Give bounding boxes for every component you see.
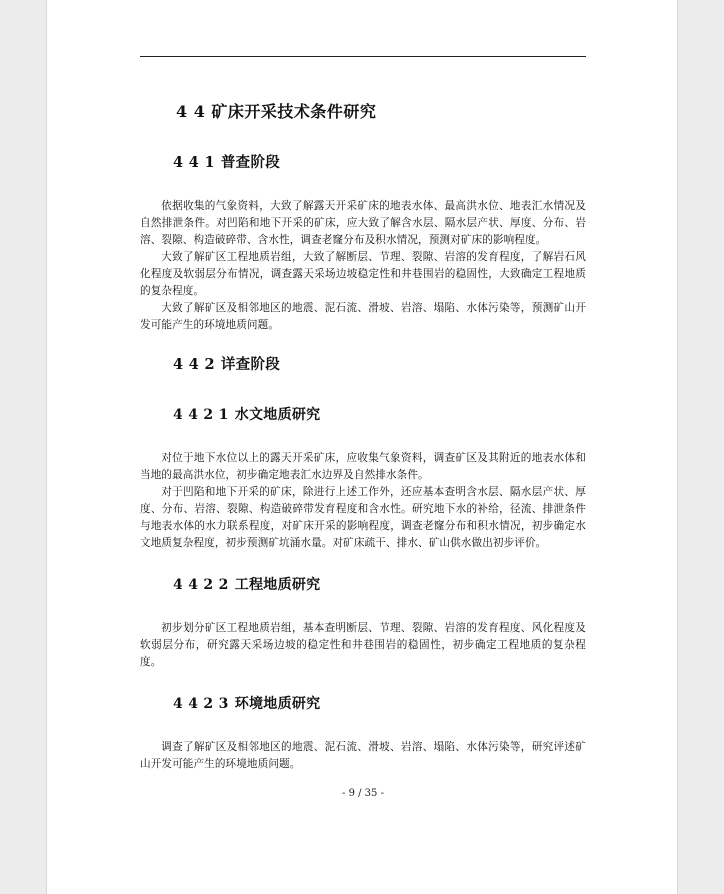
section-number: 4 4 2 1 xyxy=(173,407,229,423)
paragraph: 对位于地下水位以上的露天开采矿床，应收集气象资料，调查矿区及其附近的地表水体和当地的最高洪水位，初步确定地表汇水边界及自然排水条件。 xyxy=(140,452,586,481)
section-number: 4 4 2 xyxy=(173,356,215,373)
section-number: 4 4 2 2 xyxy=(173,577,229,593)
paragraph: 对于凹陷和地下开采的矿床，除进行上述工作外，还应基本查明含水层、隔水层产状、厚度、分布、岩溶、裂隙、构造破碎带发育程度和含水性。研究地下水的补给，径流、排泄条件与地表水体的水力联系程度，对矿床开采的影响程度，调查老窿分布和积水情况，初步确定水文地质复杂程度，初步预测矿坑涌水量。对矿床疏干、排水、矿山供水做出初步评价。 xyxy=(140,486,586,549)
section-heading-4-4-2-3 xyxy=(173,689,586,719)
section-heading-4-4-2-2 xyxy=(173,570,586,600)
paragraph: 依据收集的气象资料，大致了解露天开采矿床的地表水体、最高洪水位、地表汇水情况及自然排泄条件。对凹陷和地下开采的矿床，应大致了解含水层、隔水层产状、厚度、分布、岩溶、裂隙、构造破碎带、含水性，调查老窿分布及积水情况，预测对矿床的影响程度。 xyxy=(140,200,586,246)
section-title: 普查阶段 xyxy=(220,154,281,171)
section-title: 详查阶段 xyxy=(220,356,281,373)
header-rule xyxy=(140,56,586,57)
section-heading-4-4-2 xyxy=(173,350,586,380)
paragraph: 大致了解矿区工程地质岩组，大致了解断层、节理、裂隙、岩溶的发育程度，了解岩石风化程度及软弱层分布情况，调查露天采场边坡稳定性和井巷围岩的稳固性，大致确定工程地质的复杂程度。 xyxy=(140,251,586,297)
section-heading-4-4 xyxy=(176,96,586,128)
section-number: 4 4 xyxy=(176,102,206,121)
paragraph: 调查了解矿区及相邻地区的地震、泥石流、滑坡、岩溶、塌陷、水体污染等，研究评述矿山开发可能产生的环境地质问题。 xyxy=(140,741,586,770)
section-number: 4 4 1 xyxy=(173,154,215,171)
page-content xyxy=(140,96,586,773)
page-number: - 9 / 35 - xyxy=(342,788,384,799)
section-heading-4-4-1 xyxy=(173,148,586,178)
paragraph: 大致了解矿区及相邻地区的地震、泥石流、滑坡、岩溶、塌陷、水体污染等，预测矿山开发可能产生的环境地质问题。 xyxy=(140,302,586,331)
section-title: 工程地质研究 xyxy=(234,577,321,593)
section-title: 水文地质研究 xyxy=(234,407,321,423)
section-title: 矿床开采技术条件研究 xyxy=(211,102,377,121)
section-number: 4 4 2 3 xyxy=(173,696,229,712)
section-title: 环境地质研究 xyxy=(234,696,321,712)
paragraph: 初步划分矿区工程地质岩组，基本查明断层、节理、裂隙、岩溶的发育程度、风化程度及软弱层分布，研究露天采场边坡的稳定性和井巷围岩的稳固性，初步确定工程地质的复杂程度。 xyxy=(140,622,586,668)
section-heading-4-4-2-1 xyxy=(173,400,586,430)
document-page xyxy=(46,0,678,894)
